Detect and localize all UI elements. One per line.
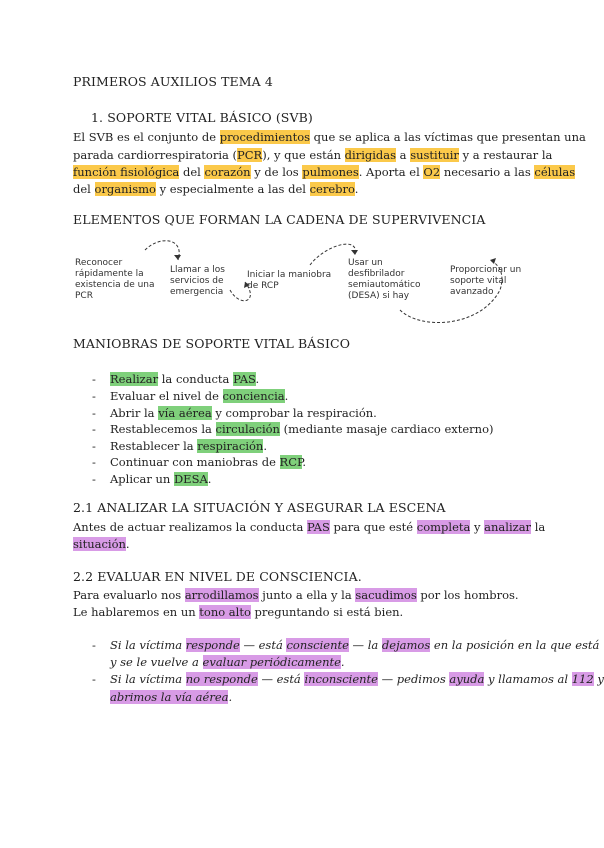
text-run: .	[302, 455, 307, 469]
text-run: Evaluar el nivel de	[110, 389, 223, 403]
text-run: — la	[348, 638, 382, 652]
section-21-heading: 2.1 ANALIZAR LA SITUACIÓN Y ASEGURAR LA ESCENA	[73, 500, 446, 515]
text-run: Continuar con maniobras de	[110, 455, 280, 469]
text-run: Restablecemos la	[110, 422, 216, 436]
highlight-orange: función fisiológica	[73, 165, 180, 179]
text-run: preguntando si está bien.	[250, 605, 404, 619]
text-run: .	[228, 690, 233, 704]
highlight-purple: responde	[185, 638, 240, 652]
text-run: ), y que están	[262, 148, 345, 162]
text-run: parada cardiorrespiratoria (	[73, 148, 238, 162]
bullet-dash: -	[92, 638, 96, 652]
text-run: por los hombros.	[416, 588, 519, 602]
text-run: y	[470, 520, 485, 534]
chain-step-4: Usar un desfibrilador semiautomático (DESA) si hay	[348, 258, 421, 301]
highlight-green: PAS	[233, 372, 256, 386]
chain-step-3: Iniciar la maniobra de RCP	[247, 270, 332, 291]
highlight-green: Realizar	[110, 372, 159, 386]
maniobra-item	[110, 470, 211, 488]
highlight-green: vía aérea	[158, 406, 212, 420]
bullet-dash: -	[92, 672, 96, 686]
highlight-purple: abrimos la vía aérea	[110, 690, 229, 704]
highlight-green: DESA	[173, 472, 208, 486]
highlight-orange: células	[534, 165, 576, 179]
text-run: y llamamos al	[484, 672, 572, 686]
text-run: — pedimos	[377, 672, 450, 686]
text-run: Restablecer la	[110, 439, 198, 453]
text-run: El SVB es el conjunto de	[73, 130, 220, 144]
text-run: — está	[239, 638, 287, 652]
maniobra-item	[110, 453, 306, 471]
text-run: .	[354, 182, 359, 196]
section-1-line	[73, 128, 586, 146]
highlight-orange: sustituir	[410, 148, 459, 162]
text-run: y a restaurar la	[458, 148, 553, 162]
section-21-line	[73, 518, 545, 536]
highlight-purple: ayuda	[449, 672, 485, 686]
text-run: la	[531, 520, 546, 534]
text-run: y especialmente a las del	[155, 182, 310, 196]
text-run: (mediante masaje cardiaco externo)	[279, 422, 494, 436]
highlight-purple: inconsciente	[304, 672, 378, 686]
text-run: Si la víctima	[110, 638, 186, 652]
chain-step-1: Reconocer rápidamente la existencia de una PCR	[75, 258, 155, 301]
bullet-dash: -	[92, 472, 96, 486]
section-22-heading: 2.2 EVALUAR EN NIVEL DE CONSCIENCIA.	[73, 569, 362, 584]
section-21-line	[73, 535, 130, 553]
text-run: y se le vuelve a	[110, 655, 203, 669]
section-1-line	[73, 146, 552, 164]
text-run: . Aporta el	[358, 165, 424, 179]
highlight-purple: sacudimos	[355, 588, 417, 602]
highlight-purple: tono alto	[199, 605, 251, 619]
highlight-orange: pulmones	[302, 165, 359, 179]
text-run: necesario a las	[440, 165, 535, 179]
text-run: Le hablaremos en un	[73, 605, 200, 619]
text-run: y comprobar la respiración.	[211, 406, 377, 420]
section-1-line	[73, 163, 575, 181]
highlight-orange: corazón	[204, 165, 251, 179]
bullet-dash: -	[92, 406, 96, 420]
text-run: y	[593, 672, 604, 686]
highlight-orange: O2	[423, 165, 441, 179]
maniobra-item	[110, 370, 259, 388]
text-run: a	[396, 148, 411, 162]
text-run: — está	[257, 672, 305, 686]
highlight-orange: organismo	[94, 182, 156, 196]
text-run: Antes de actuar realizamos la conducta	[73, 520, 307, 534]
bullet-dash: -	[92, 372, 96, 386]
text-run: .	[207, 472, 212, 486]
bullet-dash: -	[92, 439, 96, 453]
chain-step-2: Llamar a los servicios de emergencia	[170, 265, 225, 297]
chain-step-5: Proporcionar un soporte vital avanzado	[450, 265, 522, 297]
consciousness-item-line	[110, 653, 345, 671]
text-run: .	[125, 537, 130, 551]
highlight-purple: completa	[416, 520, 471, 534]
text-run: del	[73, 182, 95, 196]
text-run: Abrir la	[110, 406, 159, 420]
highlight-purple: no responde	[185, 672, 258, 686]
highlight-purple: dejamos	[381, 638, 431, 652]
bullet-dash: -	[92, 455, 96, 469]
highlight-purple: consciente	[286, 638, 349, 652]
text-run: .	[340, 655, 345, 669]
chain-heading: ELEMENTOS QUE FORMAN LA CADENA DE SUPERVIVENCIA	[73, 212, 486, 227]
highlight-purple: evaluar periódicamente	[202, 655, 341, 669]
text-run: y de los	[250, 165, 303, 179]
highlight-green: conciencia	[222, 389, 285, 403]
text-run: Aplicar un	[110, 472, 174, 486]
consciousness-item-line	[110, 670, 604, 688]
section-1-heading: 1. SOPORTE VITAL BÁSICO (SVB)	[91, 110, 313, 125]
text-run: junto a ella y la	[258, 588, 356, 602]
highlight-orange: cerebro	[309, 182, 355, 196]
highlight-purple: arrodillamos	[184, 588, 259, 602]
highlight-orange: dirigidas	[344, 148, 397, 162]
highlight-orange: PCR	[237, 148, 263, 162]
text-run: .	[284, 389, 289, 403]
section-1-line	[73, 180, 358, 198]
highlight-purple: situación	[73, 537, 126, 551]
highlight-orange: procedimientos	[219, 130, 311, 144]
highlight-green: respiración	[197, 439, 264, 453]
maniobra-item	[110, 387, 288, 405]
consciousness-item-line	[110, 688, 232, 706]
section-22-line	[73, 603, 403, 621]
highlight-green: circulación	[215, 422, 280, 436]
document-title: PRIMEROS AUXILIOS TEMA 4	[73, 74, 273, 89]
highlight-purple: analizar	[484, 520, 532, 534]
text-run: del	[179, 165, 205, 179]
maniobra-item	[110, 420, 494, 438]
text-run: Para evaluarlo nos	[73, 588, 185, 602]
bullet-dash: -	[92, 389, 96, 403]
text-run: Si la víctima	[110, 672, 186, 686]
section-22-line	[73, 586, 519, 604]
highlight-green: RCP	[279, 455, 303, 469]
text-run: que se aplica a las víctimas que presentan una	[310, 130, 586, 144]
text-run: .	[255, 372, 260, 386]
text-run: la conducta	[158, 372, 234, 386]
highlight-purple: PAS	[306, 520, 330, 534]
highlight-purple: 112	[571, 672, 594, 686]
bullet-dash: -	[92, 422, 96, 436]
text-run: en la posición en la que está	[430, 638, 600, 652]
text-run: .	[263, 439, 267, 453]
maniobras-heading: MANIOBRAS DE SOPORTE VITAL BÁSICO	[73, 336, 351, 351]
consciousness-item-line	[110, 636, 599, 654]
text-run: para que esté	[329, 520, 417, 534]
